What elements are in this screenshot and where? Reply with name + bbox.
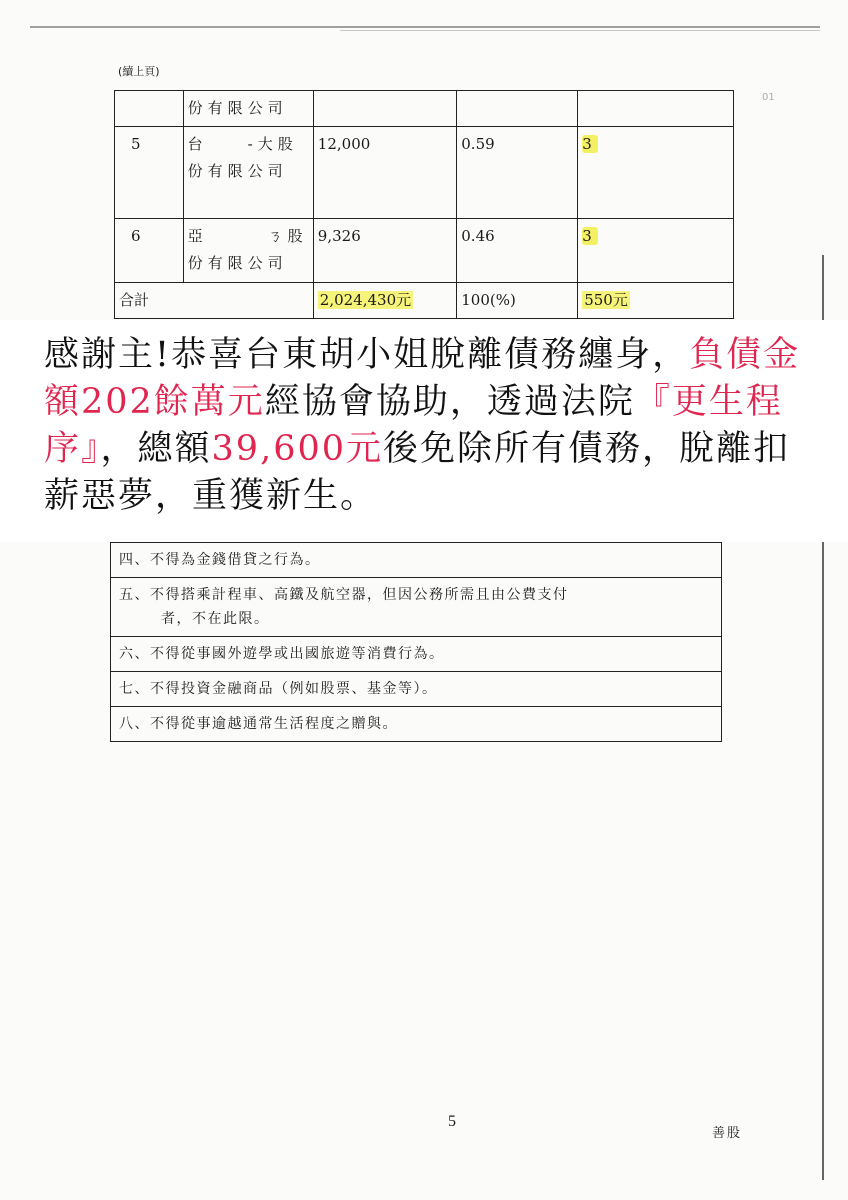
scan-edge-line-2 bbox=[340, 30, 820, 31]
rule-row bbox=[111, 637, 722, 672]
debt-amount: 負債金額202餘萬元 bbox=[44, 335, 801, 422]
rule-text: 七、不得投資金融商品（例如股票、基金等）。 bbox=[111, 672, 722, 707]
continued-label: (續上頁) bbox=[118, 65, 160, 78]
percent-cell bbox=[457, 91, 578, 127]
row-number: 5 bbox=[115, 127, 184, 219]
rule-line-continued: 者，不在此限。 bbox=[161, 611, 270, 627]
total-label: 合計 bbox=[115, 283, 314, 319]
footer-stamp: 善股 bbox=[712, 1126, 743, 1141]
announcement-part: 感謝主!恭喜台東胡小姐脫離債務纏身， bbox=[44, 335, 690, 375]
table-row bbox=[115, 91, 734, 127]
amount-cell bbox=[313, 91, 456, 127]
rule-row bbox=[111, 578, 722, 637]
payment-cell bbox=[578, 219, 734, 283]
scan-edge-line bbox=[30, 26, 820, 28]
total-row bbox=[115, 283, 734, 319]
total-amount bbox=[313, 283, 456, 319]
rule-text: 六、不得從事國外遊學或出國旅遊等消費行為。 bbox=[111, 637, 722, 672]
rule-row bbox=[111, 707, 722, 742]
payment-highlight: 3 bbox=[582, 227, 598, 245]
rule-text: 八、不得從事逾越通常生活程度之贈與。 bbox=[111, 707, 722, 742]
row-number bbox=[115, 91, 184, 127]
corner-mark: 01 bbox=[762, 92, 775, 103]
announcement-part: 經協會協助，透過法院 bbox=[264, 382, 635, 422]
amount-cell: 9,326 bbox=[313, 219, 456, 283]
payment-cell bbox=[578, 91, 734, 127]
percent-cell: 0.59 bbox=[457, 127, 578, 219]
announcement-part: ，總額 bbox=[100, 429, 212, 469]
rule-row bbox=[111, 672, 722, 707]
percent-cell: 0.46 bbox=[457, 219, 578, 283]
payment-highlight: 3 bbox=[582, 135, 598, 153]
total-paid: 39,600元 bbox=[211, 429, 383, 469]
table-row bbox=[115, 219, 734, 283]
total-payment-highlight: 550元 bbox=[584, 291, 628, 309]
amount-cell: 12,000 bbox=[313, 127, 456, 219]
asset-table bbox=[114, 90, 734, 319]
page-number: 5 bbox=[448, 1113, 456, 1130]
rule-text: 四、不得為金錢借貸之行為。 bbox=[111, 543, 722, 578]
row-number: 6 bbox=[115, 219, 184, 283]
total-amount-highlight: 2,024,430元 bbox=[319, 291, 412, 309]
company-name: 份有限公司 bbox=[183, 91, 313, 127]
rule-row bbox=[111, 543, 722, 578]
total-payment bbox=[578, 283, 734, 319]
announcement-part: 後免除所有債務，脫離扣薪惡夢，重獲新生。 bbox=[44, 429, 791, 516]
rule-line: 五、不得搭乘計程車、高鐵及航空器，但因公務所需且由公費支付 bbox=[119, 587, 569, 603]
table-row bbox=[115, 127, 734, 219]
announcement-text bbox=[44, 332, 814, 520]
company-name: 台 -大股份有限公司 bbox=[183, 127, 313, 219]
total-percent: 100(%) bbox=[457, 283, 578, 319]
company-name: 亞 ㄋ股份有限公司 bbox=[183, 219, 313, 283]
payment-cell bbox=[578, 127, 734, 219]
restrictions-table bbox=[110, 542, 722, 742]
rule-text bbox=[111, 578, 722, 637]
procedure-name: 『更生程序』 bbox=[44, 382, 783, 469]
